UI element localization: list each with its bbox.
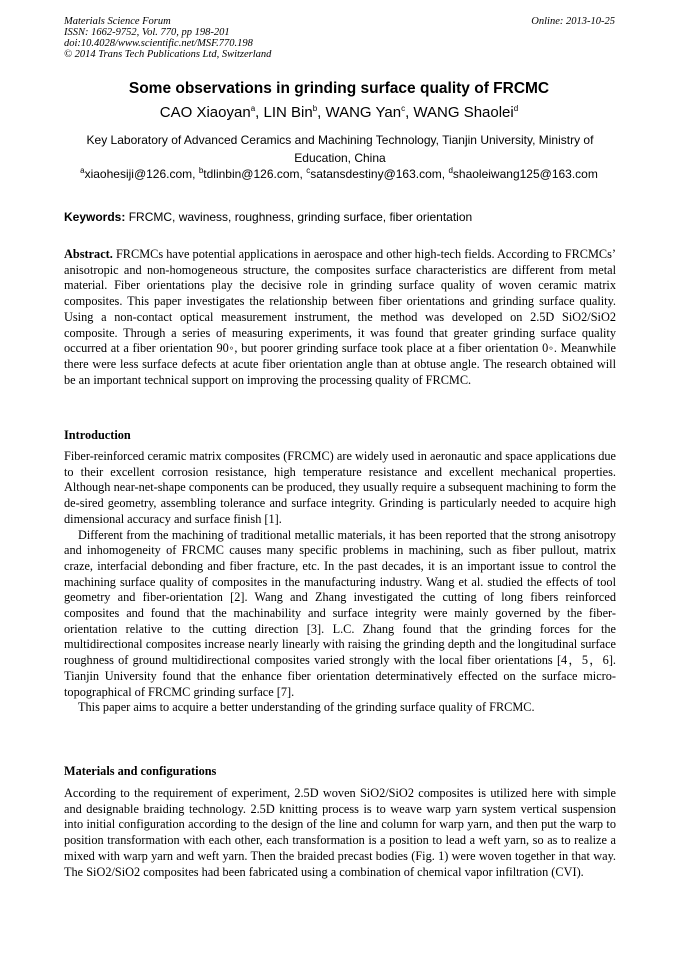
- email-sup: a: [80, 166, 85, 175]
- author-name: WANG Yan: [325, 104, 402, 121]
- journal-doi: doi:10.4028/www.scientific.net/MSF.770.198: [64, 38, 253, 49]
- affiliation: Key Laboratory of Advanced Ceramics and Machining Technology, Tianjin University, Ministry of Education, China: [86, 133, 594, 165]
- journal-copyright: © 2014 Trans Tech Publications Ltd, Switzerland: [64, 49, 272, 60]
- journal-issn: ISSN: 1662-9752, Vol. 770, pp 198-201: [64, 27, 230, 38]
- author-sup: b: [312, 104, 318, 113]
- journal-header: [64, 16, 271, 60]
- author-name: CAO Xiaoyan: [159, 104, 251, 121]
- author-sup: c: [401, 104, 406, 113]
- email-link[interactable]: xiaohesiji@126.com: [84, 167, 193, 181]
- email-link[interactable]: shaoleiwang125@163.com: [452, 167, 598, 181]
- email-sup: c: [306, 166, 311, 175]
- paragraph: Different from the machining of traditional metallic materials, it has been reported that the strong anisotropy and inhomogeneity of FRCMC causes many specific problems in machining, such as fiber pullout, matrix craze, interfacial debonding and fiber fracture, etc. In the past decades, it is an important issue to control the machining surface quality of composites in the manufacturing industry. Wang et al. studied the effects of tool geometry and fiber-orientation [2]. Wang and Zhang investigated the cutting of long fibers reinforced composites and found that the machinability and surface integrity were mainly governed by the fiber-orientation relative to the cutting direction [3]. L.C. Zhang found that the grinding forces for the multidirectional composites increase nearly linearly with raising the grinding depth and the longitudinal surface roughness of ground multidirectional composites varied strongly with the local fiber orientations [4，5，6]. Tianjin University found that the enhance fiber orientation determinatively effected on the surface micro-topographical of FRCMC grinding surface [7].: [64, 527, 616, 699]
- materials-body: [64, 786, 616, 880]
- abstract-text: FRCMCs have potential applications in aerospace and other high-tech fields. According to FRCMCs’ anisotropic and non-homogeneous structure, the composites surface characteristics are different from metal material. Fiber orientations play the decisive role in grinding surface quality of woven ceramic matrix composites. This paper investigates the relationship between fiber orientations and grinding surface quality. Using a non-contact optical measurement instrument, the method was developed on 2.5D SiO2/SiO2 composite. Through a series of measuring experiments, it was found that greater grinding surface quality occurred at a fiber orientation 90◦, but poorer grinding surface took place at a fiber orientation 0◦. Meanwhile there were less surface defects at acute fiber orientation angle than at obtuse angle. The research obtained will be an important technical support on improving the processing quality of FRCMC.: [64, 247, 616, 387]
- author-sup: d: [513, 104, 519, 113]
- paragraph: Fiber-reinforced ceramic matrix composites (FRCMC) are widely used in aeronautic and space applications due to their excellent corrosion resistance, high temperature resistance and excellent mechanical properties. Although near-net-shape components can be produced, they usually require a subsequent machining to form the de-sired geometry, assembling tolerance and surface integrity. Grinding is particularly needed to acquire high dimensional accuracy and surface finish [1].: [64, 449, 616, 526]
- email-link[interactable]: satansdestiny@163.com: [310, 167, 442, 181]
- keywords-text: FRCMC, waviness, roughness, grinding surface, fiber orientation: [128, 210, 473, 224]
- author-list: CAO Xiaoyan$^a$, LIN Bin$^b$, WANG Yan$^c$, WANG Shaolei$^d$: [159, 104, 519, 121]
- email-sup: b: [198, 166, 204, 175]
- keywords-label: Keywords:: [64, 210, 126, 224]
- author-name: LIN Bin: [263, 104, 313, 121]
- author-sup: a: [250, 104, 256, 113]
- section-heading-materials: Materials and configurations: [64, 764, 217, 778]
- paragraph: According to the requirement of experiment, 2.5D woven SiO2/SiO2 composites is utilized here with simple and designable braiding technology. 2.5D knitting process is to weave warp yarn system vertical suspension into initial configuration according to the design of the line and column for warp yarn, and then put the warp to position transformation with each other, each transformation is a position to lead a weft yarn, so as to realize a mixed with warp yarn and weft yarn. Then the braided precast bodies (Fig. 1) were woven together in that way. The SiO2/SiO2 composites had been fabricated using a combination of chemical vapor infiltration (CVI).: [64, 786, 616, 879]
- email-sup: d: [448, 166, 453, 175]
- journal-name: Materials Science Forum: [64, 16, 171, 27]
- abstract-label: Abstract.: [64, 247, 113, 261]
- online-date: Online: 2013-10-25: [531, 16, 615, 27]
- email-list: $^a$xiaohesiji@126.com, $^b$tdlinbin@126.com, $^c$satansdestiny@163.com, $^d$shaoleiwang125@163.com: [80, 166, 598, 181]
- paragraph: This paper aims to acquire a better understanding of the grinding surface quality of FRCMC.: [78, 700, 535, 715]
- email-link[interactable]: tdlinbin@126.com: [203, 167, 300, 181]
- paper-title: Some observations in grinding surface quality of FRCMC: [128, 80, 550, 97]
- introduction-body: [64, 449, 616, 716]
- author-name: WANG Shaolei: [413, 104, 514, 121]
- keywords: [64, 210, 616, 224]
- section-heading-introduction: Introduction: [64, 428, 131, 442]
- abstract: [64, 247, 616, 388]
